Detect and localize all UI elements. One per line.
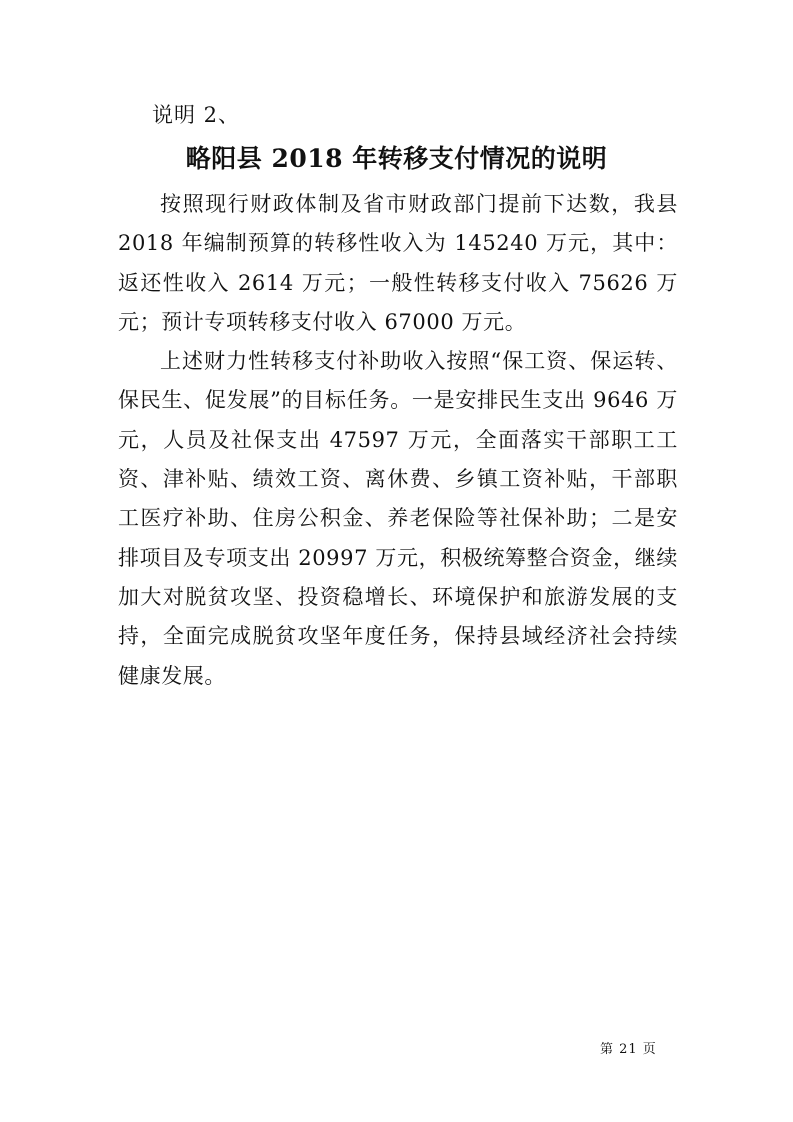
paragraph-spending-tasks: 上述财力性转移支付补助收入按照“保工资、保运转、保民生、促发展”的目标任务。一是安排民生支出 9646 万元，人员及社保支出 47597 万元，全面落实干部职工工资、津补贴、绩效工资、离休费、乡镇工资补贴，干部职工医疗补助、住房公积金、养老保险等社保补助；二是安排项目及专项支出 20997 万元，积极统筹整合资金，继续加大对脱贫攻坚、投资稳增长、环境保护和旅游发展的支持，全面完成脱贫攻坚年度任务，保持县域经济社会持续健康发展。: [118, 349, 678, 688]
document-body: [118, 185, 678, 696]
page-number: 第 21 页: [600, 1042, 657, 1057]
note-label: 说明 2、: [152, 103, 241, 127]
document-title: 略阳县 2018 年转移支付情况的说明: [185, 144, 608, 173]
paragraph-transfer-income: 按照现行财政体制及省市财政部门提前下达数，我县 2018 年编制预算的转移性收入为 145240 万元，其中：返还性收入 2614 万元；一般性转移支付收入 75626 万元；预计专项转移支付收入 67000 万元。: [118, 192, 678, 334]
